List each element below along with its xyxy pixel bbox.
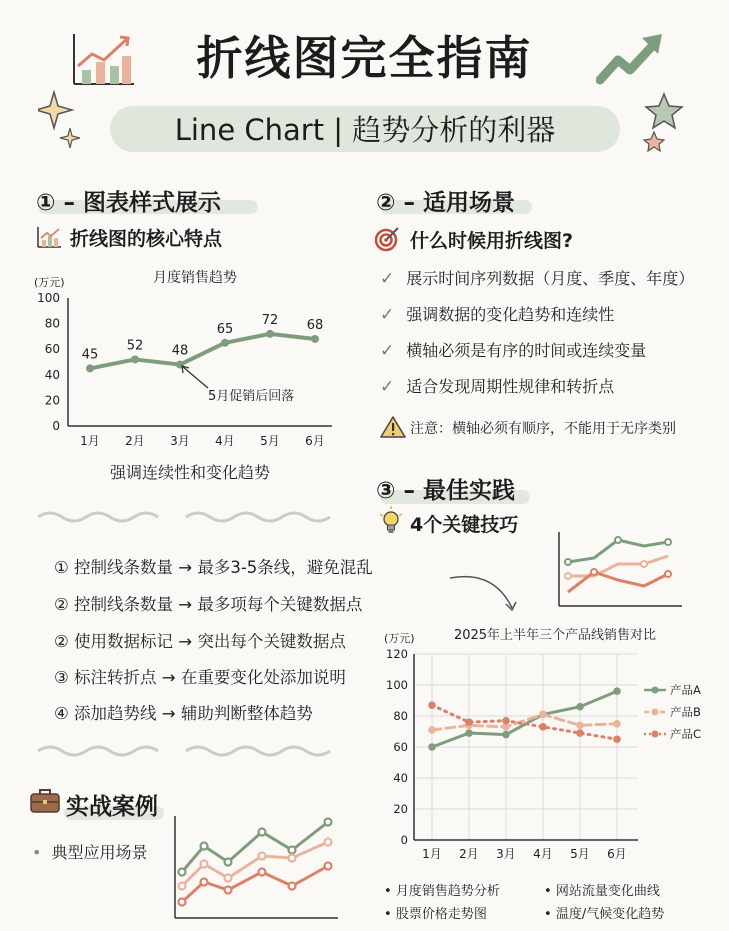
chart2-y-tick-label: 120 (386, 647, 408, 661)
wavy-divider (36, 742, 346, 760)
chart-icon (36, 226, 62, 248)
chart2-data-point (539, 711, 547, 719)
chart1-y-tick-label: 40 (44, 367, 60, 382)
chart1-data-point (266, 330, 274, 338)
mini-chart-illustration (556, 530, 684, 610)
chart2-legend-label: 产品C (670, 727, 702, 741)
product-comparison-chart (370, 622, 720, 870)
chart1-annotation-arrow (182, 366, 208, 388)
chart2-y-tick-label: 0 (400, 833, 408, 847)
chart2-legend-label: 产品A (670, 683, 701, 697)
page-title: 折线图完全指南 (196, 31, 533, 85)
section1-subtitle: 折线图的核心特点 (70, 228, 223, 250)
section3-subtitle: 4个关键技巧 (410, 514, 519, 536)
chart1-data-label: 68 (306, 317, 324, 333)
chart2-y-tick-label: 60 (393, 740, 408, 754)
section2-subtitle: 什么时候用折线图? (410, 230, 574, 252)
chart1-data-label: 48 (171, 343, 189, 359)
chart2-series-line (432, 705, 617, 739)
trend-arrow-icon (596, 30, 668, 86)
case-chart-illustration (172, 814, 340, 920)
section4-title: 实战案例 (66, 794, 158, 820)
chart1-data-point (131, 355, 139, 363)
chart2-x-tick-label: 4月 (533, 847, 553, 861)
chart2-title: 2025年上半年三个产品线销售对比 (453, 628, 657, 643)
chart2-y-tick-label: 40 (393, 771, 408, 785)
check-icon: ✓ (380, 377, 395, 397)
chart1-y-tick-label: 100 (37, 291, 60, 305)
tip-item: ④ 添加趋势线 → 辅助判断整体趋势 (54, 704, 313, 723)
chart1-y-tick-label: 60 (44, 342, 60, 357)
case-item: • 股票价格走势图 (384, 907, 487, 922)
warning-text: 注意：横轴必须有顺序，不能用于无序类别 (410, 421, 676, 437)
case-item: • 温度/气候变化趋势 (544, 907, 665, 922)
case-item: • 网站流量变化曲线 (544, 884, 660, 899)
section1-title: ① – 图表样式展示 (36, 190, 221, 216)
chart1-y-tick-label: 0 (52, 419, 60, 433)
chart1-series-line (90, 334, 315, 369)
sparkle-icon (38, 90, 82, 150)
monthly-sales-chart (30, 262, 350, 462)
chart1-data-point (311, 335, 319, 343)
scenario-item: ✓ 适合发现周期性规律和转折点 (380, 377, 615, 397)
section3-title: ③ – 最佳实践 (376, 478, 515, 504)
check-icon: ✓ (380, 305, 395, 325)
warning-icon (380, 416, 406, 438)
chart1-data-point (86, 364, 94, 372)
chart2-data-point (576, 729, 584, 737)
star-icon (634, 92, 694, 152)
tip-item: ③ 标注转折点 → 在重要变化处添加说明 (54, 668, 346, 687)
scenario-item: ✓ 强调数据的变化趋势和连续性 (380, 305, 615, 325)
chart2-data-point (428, 701, 436, 709)
chart1-data-label: 65 (216, 321, 234, 337)
chart1-annotation: 5月促销后回落 (208, 389, 295, 404)
chart2-data-point (428, 726, 436, 734)
lightbulb-icon (378, 506, 404, 536)
target-icon (374, 226, 400, 252)
curved-arrow-icon (448, 570, 528, 616)
chart1-title: 月度销售趋势 (153, 270, 237, 286)
chart1-caption: 强调连续性和变化趋势 (109, 463, 270, 482)
chart2-x-tick-label: 3月 (496, 847, 516, 861)
chart2-y-tick-label: 100 (386, 678, 408, 692)
scenario-item: ✓ 横轴必须是有序的时间或连续变量 (380, 341, 647, 361)
chart2-x-tick-label: 6月 (607, 847, 627, 861)
chart2-y-axis-label: (万元) (384, 632, 415, 645)
chart1-x-tick-label: 1月 (80, 434, 100, 448)
page-subtitle: Line Chart | 趋势分析的利器 (174, 113, 556, 147)
check-icon: ✓ (380, 269, 395, 289)
chart1-x-tick-label: 4月 (215, 434, 235, 448)
chart1-x-tick-label: 2月 (125, 434, 145, 448)
scenario-item: ✓ 展示时间序列数据（月度、季度、年度） (380, 269, 695, 289)
chart2-y-tick-label: 20 (393, 802, 408, 816)
chart1-x-tick-label: 3月 (170, 434, 190, 448)
chart2-x-tick-label: 5月 (570, 847, 590, 861)
chart2-legend-marker (652, 687, 659, 694)
chart2-legend-label: 产品B (670, 705, 701, 719)
briefcase-icon (30, 788, 60, 814)
bullet-dot-icon: • (32, 843, 42, 862)
chart1-data-label: 52 (126, 338, 144, 354)
chart1-y-axis-label: (万元) (34, 276, 65, 289)
chart1-data-point (221, 339, 229, 347)
chart2-x-tick-label: 1月 (422, 847, 442, 861)
chart2-legend-marker (652, 731, 659, 738)
chart1-data-label: 72 (261, 312, 279, 328)
chart2-data-point (613, 735, 621, 743)
bullet-item: • 典型应用场景 (32, 843, 148, 862)
chart2-data-point (465, 729, 473, 737)
check-icon: ✓ (380, 341, 395, 361)
chart2-y-tick-label: 80 (393, 709, 408, 723)
chart1-x-tick-label: 6月 (305, 434, 325, 448)
chart2-data-point (576, 722, 584, 730)
chart2-data-point (613, 720, 621, 728)
tip-item: ② 控制线条数量 → 最多项每个关键数据点 (54, 595, 363, 614)
chart2-legend-marker (652, 709, 659, 716)
wavy-divider (36, 508, 346, 526)
chart2-data-point (465, 718, 473, 726)
tip-item: ① 控制线条数量 → 最多3-5条线，避免混乱 (54, 558, 373, 577)
chart2-data-point (428, 743, 436, 751)
chart2-x-tick-label: 2月 (459, 847, 479, 861)
chart1-y-tick-label: 80 (44, 316, 60, 331)
chart1-data-label: 45 (81, 347, 99, 363)
case-item: • 月度销售趋势分析 (384, 884, 500, 899)
chart2-data-point (613, 687, 621, 695)
chart1-y-tick-label: 20 (44, 393, 60, 408)
chart1-x-tick-label: 5月 (260, 434, 280, 448)
chart2-data-point (502, 731, 510, 739)
chart2-data-point (576, 703, 584, 711)
section2-title: ② – 适用场景 (376, 190, 515, 216)
chart2-data-point (502, 717, 510, 725)
chart2-data-point (539, 723, 547, 731)
tip-item: ② 使用数据标记 → 突出每个关键数据点 (54, 632, 346, 651)
